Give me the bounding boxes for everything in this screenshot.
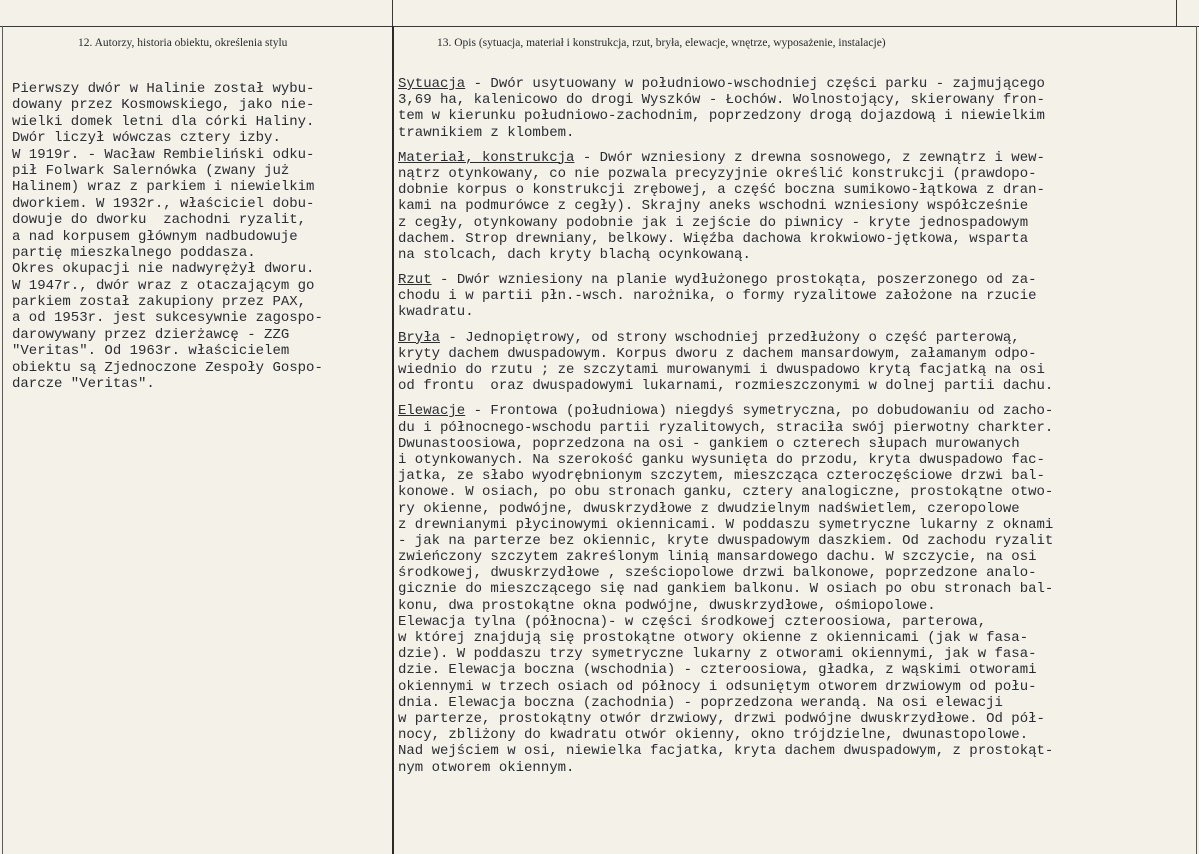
history-line: partię mieszkalnego poddasza.	[12, 244, 256, 261]
section-line: nątrz otynkowany, co nie pozwala precyzyjnie określić konstrukcji (prawdopo-	[398, 165, 1037, 182]
section-line: Dwunastoosiowa, poprzedzona na osi - gankiem o czterech słupach murowanych	[398, 435, 1020, 452]
description-text	[398, 76, 1198, 776]
section-line: tem w kierunku południowo-zachodnim, poprzedzony drogą dojazdową i niewielkim	[398, 108, 1045, 125]
section-line: nocy, zbliżony do kwadratu otwór okienny, okno trójdzielne, dwunastopolowe.	[398, 727, 1029, 744]
section-first-line	[398, 272, 1198, 288]
section-line: dzie. Elewacja boczna (wschodnia) - czteroosiowa, gładka, z wąskimi otworami	[398, 662, 1037, 679]
section-line: i otynkowanych. Na szerokość ganku wysunięta do przodu, kryta dwuspadowo fac-	[398, 451, 1045, 468]
section-line: kami na podmurówce z cegły). Skrajny aneks wschodni wzniesiony współcześnie	[398, 198, 1029, 215]
history-line: pił Folwark Salernówka (zwany już	[12, 162, 290, 179]
history-line: wielki domek letni dla córki Haliny.	[12, 113, 315, 130]
history-line: "Veritas". Od 1963r. właścicielem	[12, 343, 290, 360]
section-first-line	[398, 76, 1198, 92]
section-line: z cegły, otynkowany podobnie jak i zejście do piwnicy - kryte jednospadowym	[398, 214, 1029, 231]
section-line: Nad wejściem w osi, niewielka facjatka, kryta dachem dwuspadowym, z prostokąt-	[398, 743, 1054, 760]
section-gap	[398, 321, 1198, 330]
section-line: 3,69 ha, kalenicowo do drogi Wyszków - Łochów. Wolnostojący, skierowany fron-	[398, 92, 1045, 109]
history-line: darcze "Veritas".	[12, 376, 155, 393]
section-heading: Materiał, konstrukcja	[398, 149, 575, 166]
column-divider	[392, 26, 394, 854]
section-line-text: - Jednopiętrowy, od strony wschodniej przedłużony o część parterową,	[440, 329, 1020, 346]
section-line: ry okienne, podwójne, dwuskrzydłowe z dwudzielnym nadświetlem, czeropolowe	[398, 500, 1020, 517]
section-line: w której znajdują się prostokątne otwory okienne z okiennicami (jak w fasa-	[398, 630, 1029, 646]
history-line: Dwór liczył wówczas cztery izby.	[12, 130, 281, 147]
section-line: konowe. W osiach, po obu stronach ganku, cztery analogiczne, prostokątne otwo-	[398, 484, 1054, 501]
history-line: Pierwszy dwór w Halinie został wybu-	[12, 81, 315, 97]
history-line: Halinem) wraz z parkiem i niewielkim	[12, 179, 315, 196]
history-line: W 1919r. - Wacław Rembieliński odku-	[12, 146, 315, 163]
section-gap	[398, 394, 1198, 403]
section-line: jatka, ze słabo wyodrębnionym szczytem, mieszcząca czteroczęściowe drzwi bal-	[398, 468, 1045, 485]
section-line: z drewnianymi płycinowymi okiennicami. W poddaszu symetryczne lukarny z oknami	[398, 516, 1054, 533]
section-line-text: - Dwór wzniesiony z drewna sosnowego, z zewnątrz i wew-	[574, 149, 1045, 166]
history-line: dworkiem. W 1932r., właściciel dobu-	[12, 195, 315, 212]
field-13-heading: 13. Opis (sytuacja, materiał i konstrukcja, rzut, bryła, elewacje, wnętrze, wyposażenie, instalacje)	[437, 37, 886, 49]
section-line-text: - Dwór usytuowany w południowo-wschodniej części parku - zajmującego	[465, 76, 1045, 92]
section-line: zwieńczony szczytem zakreślonym linią mansardowego dachu. W szczycie, na osi	[398, 549, 1037, 566]
header-tick	[392, 0, 393, 26]
section-line: środkowej, dwuskrzydłowe , sześciopolowe drzwi balkonowe, poprzedzone analo-	[398, 565, 1037, 582]
section-line-text: - Frontowa (południowa) niegdyś symetryczna, po dobudowaniu od zacho-	[465, 403, 1054, 420]
section-heading: Bryła	[398, 329, 441, 346]
section-line: dnia. Elewacja boczna (zachodnia) - poprzedzona werandą. Na osi elewacji	[398, 694, 1003, 711]
section-line: wiednio do rzutu ; ze szczytami murowanymi i dwuspadowo krytą facjatką na osi	[398, 362, 1045, 378]
section-line: dzie). W poddaszu trzy symetryczne lukarny z otworami okiennymi, jak w fasa-	[398, 646, 1037, 663]
history-text	[12, 81, 388, 392]
history-line: dowuje do dworku zachodni ryzalit,	[12, 212, 307, 229]
left-border	[2, 26, 3, 854]
section-gap	[398, 263, 1198, 272]
section-heading: Rzut	[398, 272, 432, 289]
history-line: dowany przez Kosmowskiego, jako nie-	[12, 97, 315, 114]
header-tick	[1176, 0, 1177, 26]
section-line: du i północnego-wschodu partii ryzalitowych, straciła swój pierwotny charkter.	[398, 419, 1054, 436]
section-gap	[398, 141, 1198, 150]
section-line: nym otworem okiennym.	[398, 759, 575, 776]
section-line: konu, dwa prostokątne okna podwójne, dwuskrzydłowe, ośmiopolowe.	[398, 597, 936, 614]
section-first-line	[398, 150, 1198, 166]
section-line-text: - Dwór wzniesiony na planie wydłużonego prostokąta, poszerzonego od za-	[431, 272, 1037, 289]
section-first-line	[398, 403, 1198, 419]
section-line: - jak na parterze bez okiennic, kryte dwuspadowym daszkiem. Od zachodu ryzalit	[398, 532, 1054, 549]
top-header-rule	[0, 0, 1199, 27]
history-line: a nad korpusem głównym nadbudowuje	[12, 228, 298, 245]
section-heading: Sytuacja	[398, 76, 466, 92]
section-line: dobnie korpus o konstrukcji zrębowej, a część boczna sumikowo-łątkowa z dran-	[398, 182, 1045, 199]
history-line: obiektu są Zjednoczone Zespoły Gospo-	[12, 359, 323, 376]
section-line: chodu i w partii płn.-wsch. narożnika, o formy ryzalitowe założone na rzucie	[398, 288, 1037, 305]
section-line: kryty dachem dwuspadowym. Korpus dworu z dachem mansardowym, załamanym odpo-	[398, 345, 1037, 362]
section-line: trawnikiem z klombem.	[398, 124, 575, 141]
history-line: Okres okupacji nie nadwyrężył dworu.	[12, 261, 315, 278]
section-line: dachem. Strop drewniany, belkowy. Więźba dachowa krokwiowo-jętkowa, wsparta	[398, 230, 1029, 247]
history-line: darowywany przez dzierżawcę - ZZG	[12, 326, 290, 343]
section-line: okiennymi w trzech osiach od północy i odsuniętym otworem drzwiowym od połu-	[398, 678, 1037, 695]
section-line: gicznie do mieszczącego się nad gankiem balkonu. W osiach po obu stronach bal-	[398, 581, 1054, 598]
section-line: kwadratu.	[398, 304, 474, 321]
section-first-line	[398, 330, 1198, 346]
section-line: na stolcach, dach kryty blachą ocynkowaną.	[398, 246, 751, 263]
section-line: Elewacja tylna (północna)- w części środkowej czteroosiowa, parterowa,	[398, 613, 987, 630]
section-heading: Elewacje	[398, 403, 466, 420]
field-12-heading: 12. Autorzy, historia obiektu, określenia stylu	[78, 37, 288, 49]
section-line: od frontu oraz dwuspadowymi lukarnami, rozmieszczonymi w dolnej partii dachu.	[398, 378, 1054, 395]
history-line: a od 1953r. jest sukcesywnie zagospo-	[12, 310, 323, 327]
section-line: w parterze, prostokątny otwór drzwiowy, drzwi podwójne dwuskrzydłowe. Od pół-	[398, 710, 1045, 727]
history-line: W 1947r., dwór wraz z otaczającym go	[12, 277, 315, 294]
history-line: parkiem został zakupiony przez PAX,	[12, 294, 307, 311]
